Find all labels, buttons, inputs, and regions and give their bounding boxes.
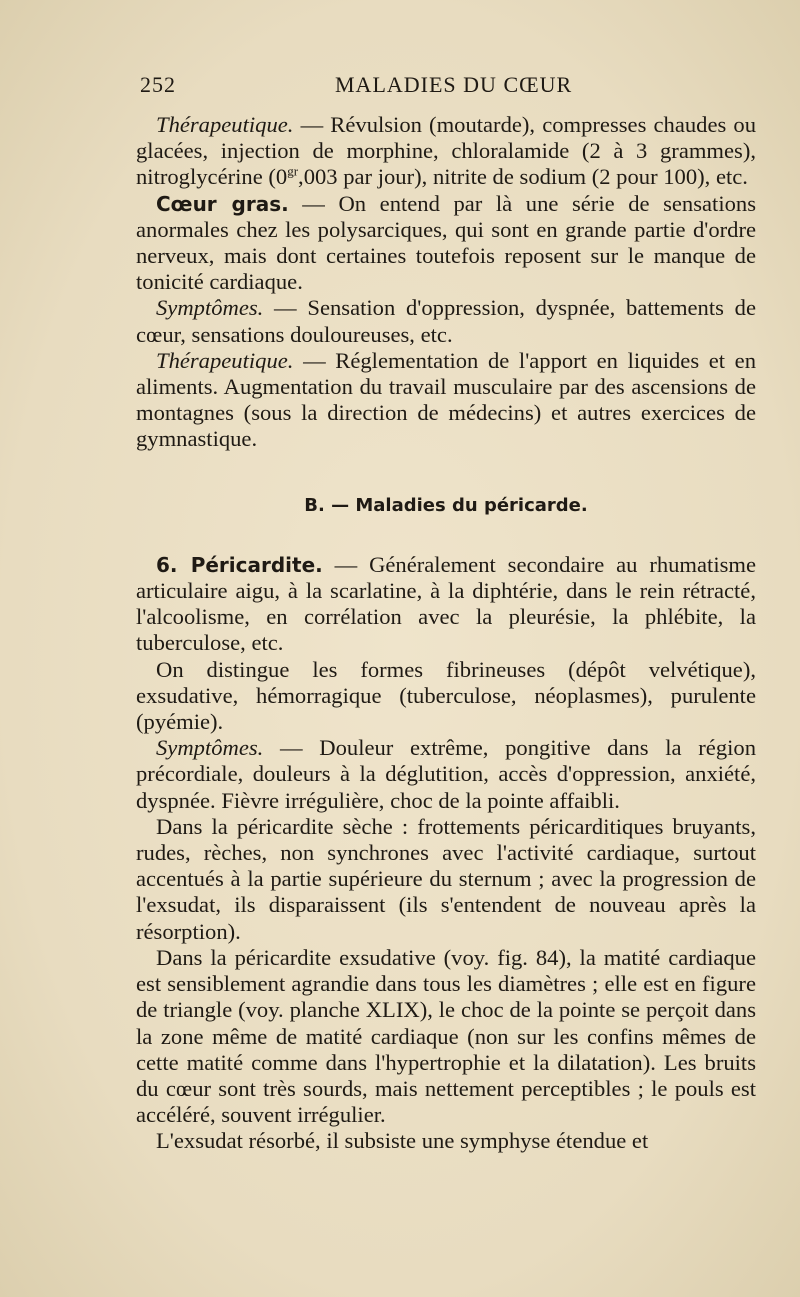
paragraph-seche: Dans la péricardite sèche : frottements péricarditiques bruyants, rudes, rèches, non synchrones avec l'activité cardiaque, surtout accentués à la partie supérieure du sternum ; avec la progression de l'exsudat, ils disparaissent (ils s'entendent de nouveau après la résorption).: [136, 813, 756, 944]
paragraph-text: — On entend par là une série de sensations anormales chez les polysarciques, qui sont en grande partie d'ordre nerveux, mais dont certaines toutefois reposent sur le manque de tonicité cardiaque.: [136, 190, 756, 295]
running-title: MALADIES DU CŒUR: [335, 72, 573, 97]
paragraph-text: — Révulsion (moutarde), compresses chaudes ou glacées, injection de morphine, chloralamide (2 à 3 grammes), nitroglycérine (0: [136, 112, 756, 190]
paragraph-coeur-gras: [136, 191, 756, 296]
subsection-heading: Cœur gras.: [156, 191, 289, 216]
paragraph-text: — Sensation d'oppression, dyspnée, battements de cœur, sensations douloureuses, etc.: [136, 295, 756, 347]
paragraph-text-cont: ,003 par jour), nitrite de sodium (2 pour 100), etc.: [298, 164, 748, 190]
unit-superscript: gr: [287, 163, 299, 179]
page-header: [120, 66, 760, 102]
paragraph-label: Thérapeutique.: [156, 347, 294, 373]
paragraph-label: Symptômes.: [156, 295, 264, 321]
paragraph-pericardite: [136, 552, 756, 657]
paragraph-therapeutique-1: [136, 112, 756, 191]
paragraph-formes: On distingue les formes fibrineuses (dépôt velvétique), exsudative, hémorragique (tuberculose, néoplasmes), purulente (pyémie).: [136, 656, 756, 735]
paragraph-label: Symptômes.: [156, 735, 264, 761]
paragraph-symptomes-2: [136, 735, 756, 814]
paragraph-therapeutique-2: [136, 348, 756, 453]
paragraph-text: — Généralement secondaire au rhumatisme articulaire aigu, à la scarlatine, à la diphtérie, dans le rein rétracté, l'alcoolisme, en corrélation avec la pleurésie, la phlébite, la tuberculose, etc.: [136, 551, 756, 656]
paragraph-text: — Réglementation de l'apport en liquides et en aliments. Augmentation du travail musculaire par des ascensions de montagnes (sous la direction de médecins) et autres exercices de gymnastique.: [136, 347, 756, 452]
paragraph-label: Thérapeutique.: [156, 112, 294, 137]
page-number: 252: [140, 72, 176, 97]
paragraph-exsudative: Dans la péricardite exsudative (voy. fig. 84), la matité cardiaque est sensiblement agrandie dans tous les diamètres ; elle est en figure de triangle (voy. planche XLIX), le choc de la pointe se perçoit dans la zone même de matité cardiaque (non sur les confins mêmes de cette matité comme dans l'hypertrophie et la dilatation). Les bruits du cœur sont très sourds, mais nettement perceptibles ; le pouls est accéléré, souvent irrégulier.: [136, 944, 756, 1128]
paragraph-exsudat: L'exsudat résorbé, il subsiste une symphyse étendue et: [156, 1128, 649, 1154]
section-title: B. — Maladies du péricarde.: [304, 494, 588, 516]
body-text: [136, 112, 756, 1155]
paragraph-symptomes-1: [136, 295, 756, 347]
subsection-heading: 6. Péricardite.: [156, 552, 323, 577]
paragraph-text: — Douleur extrême, pongitive dans la région précordiale, douleurs à la déglutition, accès d'oppression, anxiété, dyspnée. Fièvre irrégulière, choc de la pointe affaibli.: [136, 735, 756, 813]
